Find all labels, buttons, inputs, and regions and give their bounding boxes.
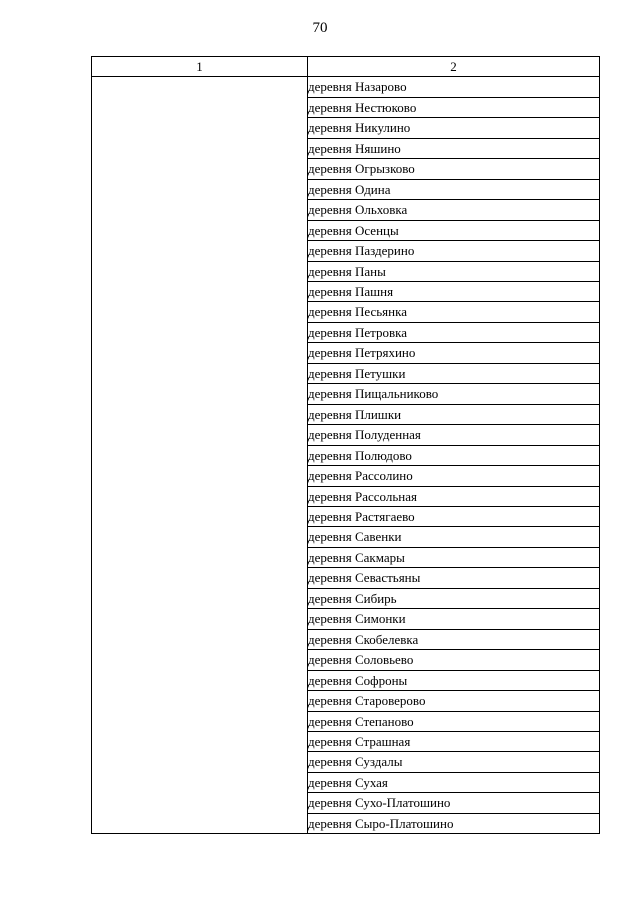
settlement-name-cell: деревня Сухая bbox=[308, 772, 600, 792]
settlement-name-cell: деревня Сибирь bbox=[308, 588, 600, 608]
settlement-name-cell: деревня Песьянка bbox=[308, 302, 600, 322]
settlement-name-cell: деревня Софроны bbox=[308, 670, 600, 690]
settlement-name-cell: деревня Рассолино bbox=[308, 466, 600, 486]
settlement-name-cell: деревня Петровка bbox=[308, 322, 600, 342]
settlement-name-cell: деревня Севастьяны bbox=[308, 568, 600, 588]
settlement-name-cell: деревня Рассольная bbox=[308, 486, 600, 506]
settlement-name-cell: деревня Сухо-Платошино bbox=[308, 793, 600, 813]
settlement-name-cell: деревня Сыро-Платошино bbox=[308, 813, 600, 833]
settlement-name-cell: деревня Петряхино bbox=[308, 343, 600, 363]
settlement-name-cell: деревня Савенки bbox=[308, 527, 600, 547]
settlement-name-cell: деревня Растягаево bbox=[308, 506, 600, 526]
settlement-name-cell: деревня Скобелевка bbox=[308, 629, 600, 649]
settlement-name-cell: деревня Паны bbox=[308, 261, 600, 281]
settlement-name-cell: деревня Полуденная bbox=[308, 425, 600, 445]
settlement-name-cell: деревня Паздерино bbox=[308, 241, 600, 261]
table-header-row bbox=[92, 57, 600, 77]
settlement-name-cell: деревня Староверово bbox=[308, 691, 600, 711]
page-number: 70 bbox=[312, 20, 328, 36]
settlement-name-cell: деревня Огрызково bbox=[308, 159, 600, 179]
settlement-name-cell: деревня Назарово bbox=[308, 77, 600, 97]
settlement-name-cell: деревня Ольховка bbox=[308, 200, 600, 220]
settlement-name-cell: деревня Плишки bbox=[308, 404, 600, 424]
settlement-name-cell: деревня Одина bbox=[308, 179, 600, 199]
settlement-name-cell: деревня Степаново bbox=[308, 711, 600, 731]
settlement-name-cell: деревня Пашня bbox=[308, 281, 600, 301]
column-header-1: 1 bbox=[92, 57, 308, 77]
settlement-name-cell: деревня Соловьево bbox=[308, 650, 600, 670]
column-header-2: 2 bbox=[308, 57, 600, 77]
column-1-cell bbox=[92, 77, 308, 834]
settlement-name-cell: деревня Нестюково bbox=[308, 97, 600, 117]
settlement-name-cell: деревня Страшная bbox=[308, 731, 600, 751]
settlement-name-cell: деревня Суздалы bbox=[308, 752, 600, 772]
settlement-name-cell: деревня Петушки bbox=[308, 363, 600, 383]
settlement-name-cell: деревня Сакмары bbox=[308, 547, 600, 567]
table-body bbox=[92, 77, 600, 834]
settlement-name-cell: деревня Пищальниково bbox=[308, 384, 600, 404]
settlement-name-cell: деревня Полюдово bbox=[308, 445, 600, 465]
settlements-table bbox=[91, 56, 600, 834]
settlement-name-cell: деревня Няшино bbox=[308, 138, 600, 158]
settlement-name-cell: деревня Никулино bbox=[308, 118, 600, 138]
settlement-name-cell: деревня Осенцы bbox=[308, 220, 600, 240]
settlement-name-cell: деревня Симонки bbox=[308, 609, 600, 629]
table-row bbox=[92, 77, 600, 97]
